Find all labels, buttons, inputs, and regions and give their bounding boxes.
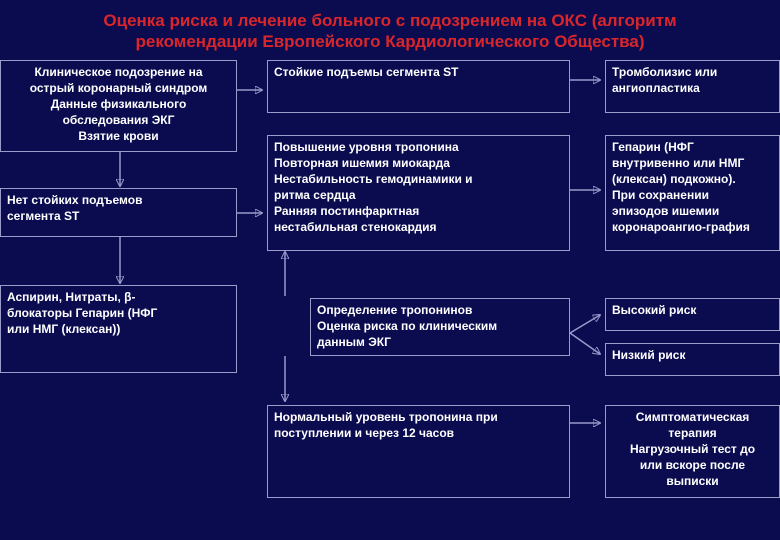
box-clinical-suspicion: Клиническое подозрение на острый коронарный синдром Данные физикального обследования ЭКГ Взятие крови <box>0 60 237 152</box>
box-low-risk: Низкий риск <box>605 343 780 376</box>
box-heparin: Гепарин (НФГ внутривенно или НМГ (клексан) подкожно). При сохранении эпизодов ишемии коронароангио-графия <box>605 135 780 251</box>
box-no-st-elevation: Нет стойких подъемов сегмента ST <box>0 188 237 237</box>
box-aspirin-nitrates: Аспирин, Нитраты, β- блокаторы Гепарин (НФГ или НМГ (клексан)) <box>0 285 237 373</box>
box-troponin-determination: Определение тропонинов Оценка риска по клиническим данным ЭКГ <box>310 298 570 356</box>
box-high-risk: Высокий риск <box>605 298 780 331</box>
arrow-to-low-risk <box>570 333 600 354</box>
box-symptomatic-therapy: Симптоматическая терапия Нагрузочный тест до или вскоре после выписки <box>605 405 780 498</box>
arrow-to-high-risk <box>570 315 600 333</box>
box-st-elevation: Стойкие подъемы сегмента ST <box>267 60 570 113</box>
box-thrombolysis: Тромболизис или ангиопластика <box>605 60 780 113</box>
box-troponin-rise: Повышение уровня тропонина Повторная ишемия миокарда Нестабильность гемодинамики и ритма сердца Ранняя постинфарктная нестабильная стенокардия <box>267 135 570 251</box>
page-title: Оценка риска и лечение больного с подозрением на ОКС (алгоритм рекомендации Европейского Кардиологического Общества) <box>103 11 677 51</box>
box-normal-troponin: Нормальный уровень тропонина при поступлении и через 12 часов <box>267 405 570 498</box>
